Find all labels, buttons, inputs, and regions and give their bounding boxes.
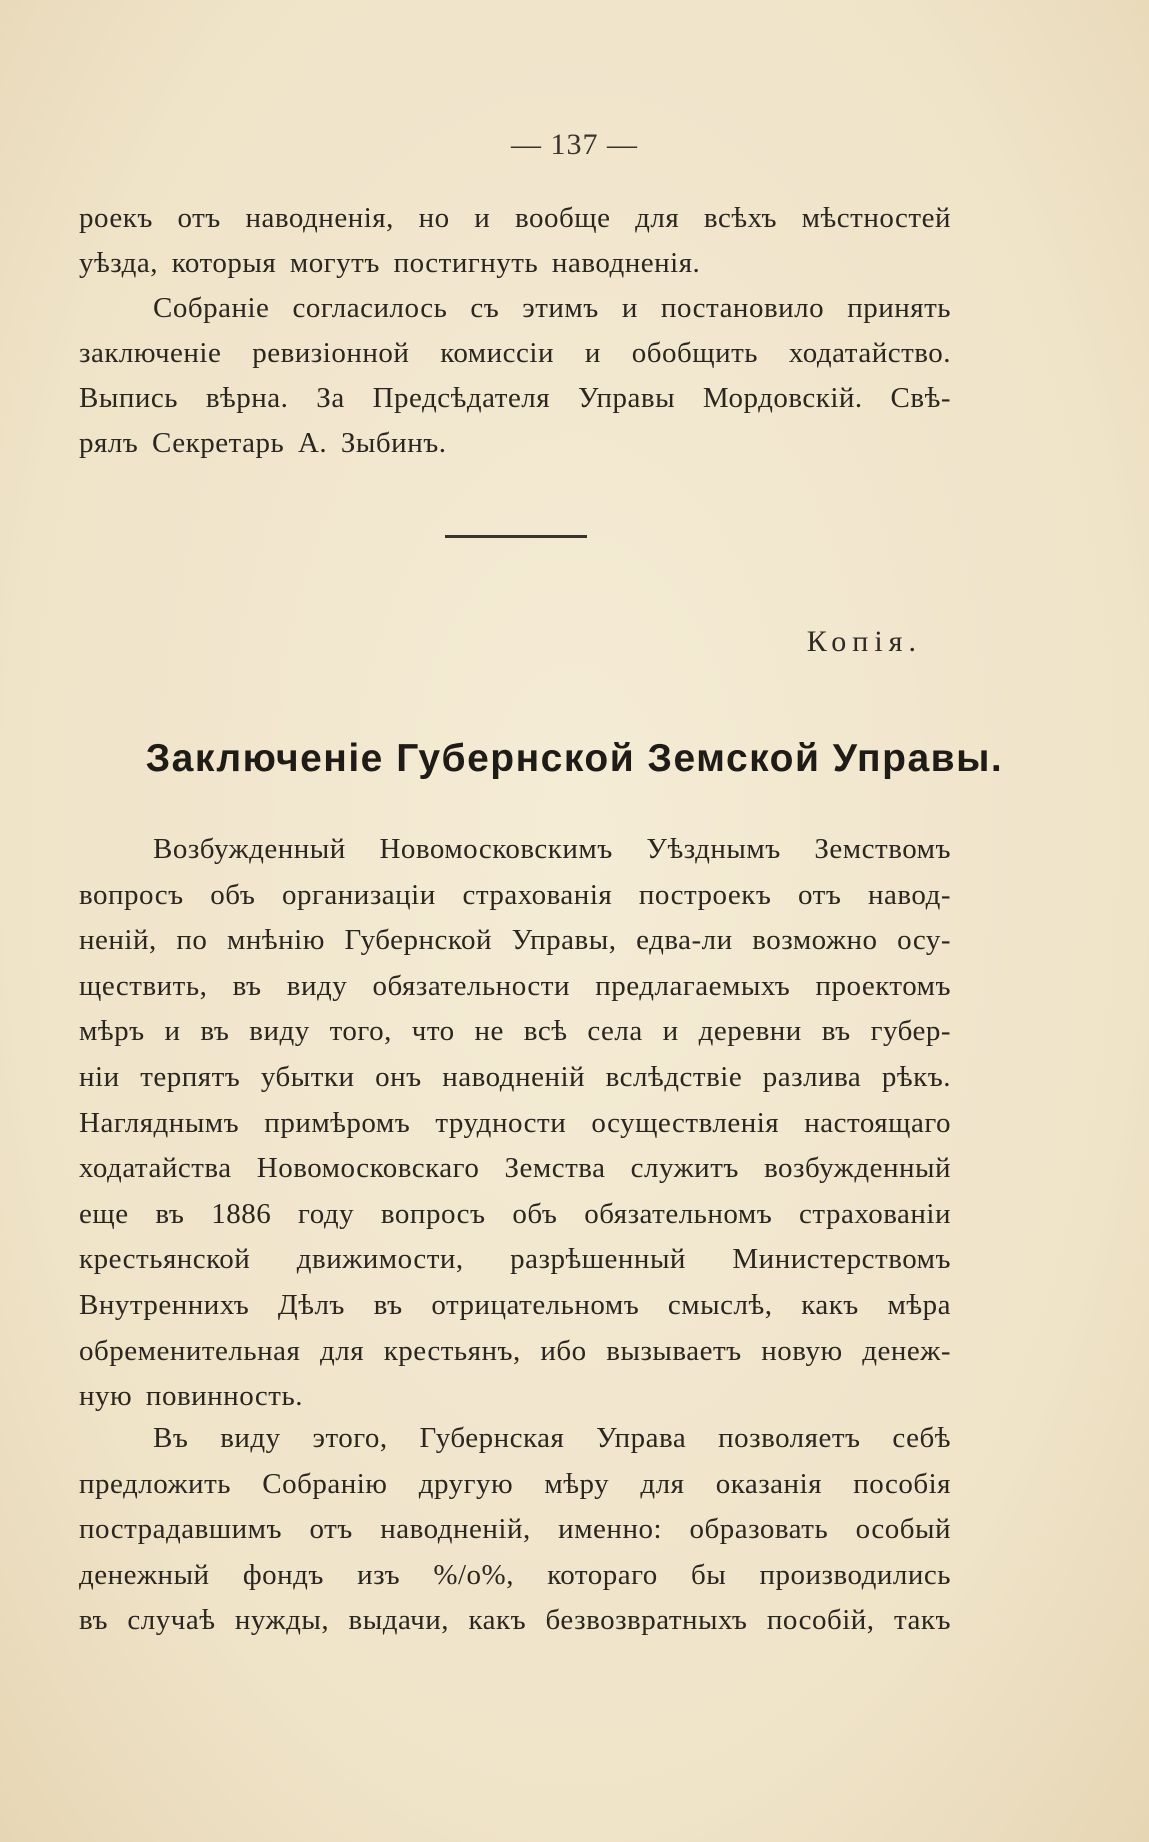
copy-label: Копія. [806, 625, 922, 658]
text-line: Нагляднымъ примѣромъ трудности осуществленія настоящаго [79, 1106, 951, 1139]
text-line: еще въ 1886 году вопросъ объ обязательномъ страхованіи [79, 1197, 951, 1230]
text-line: рялъ Секретарь А. Зыбинъ. [79, 427, 447, 459]
text-line: вопросъ объ организаціи страхованія построекъ отъ навод- [79, 878, 951, 911]
text-line: ходатайства Новомосковскаго Земства служитъ возбужденный [79, 1152, 951, 1185]
text-line: уѣзда, которыя могутъ постигнуть наводненія. [79, 247, 701, 279]
text-line: роекъ отъ наводненія, но и вообще для всѣхъ мѣстностей [79, 202, 951, 234]
text-line: въ случаѣ нужды, выдачи, какъ безвозвратныхъ пособій, такъ [79, 1604, 951, 1637]
text-line: ществить, въ виду обязательности предлагаемыхъ проектомъ [79, 969, 951, 1002]
text-block-conclusion [79, 827, 951, 1420]
text-line: Въ виду этого, Губернская Управа позволяетъ себѣ [153, 1422, 951, 1454]
text-line: заключеніе ревизіонной комиссіи и обобщить ходатайство. [79, 337, 951, 369]
text-line: крестьянской движимости, разрѣшенный Министерствомъ [79, 1243, 951, 1276]
text-line: Выпись вѣрна. За Предсѣдателя Управы Мордовскій. Свѣ- [79, 382, 951, 414]
text-line: ную повинность. [79, 1380, 303, 1413]
text-line: неній, по мнѣнію Губернской Управы, едва-ли возможно осу- [79, 924, 951, 957]
page-number: — 137 — [511, 128, 638, 161]
section-divider [445, 535, 587, 538]
text-block-resolution [79, 196, 951, 466]
text-line: ніи терпятъ убытки онъ наводненій вслѣдствіе разлива рѣкъ. [79, 1060, 951, 1093]
text-block-proposal [79, 1416, 951, 1644]
section-heading: Заключеніе Губернской Земской Управы. [145, 737, 1004, 780]
text-line: пострадавшимъ отъ наводненій, именно: образовать особый [79, 1513, 951, 1546]
text-line: мѣръ и въ виду того, что не всѣ села и деревни въ губер- [79, 1015, 951, 1048]
text-line: Собраніе согласилось съ этимъ и постановило принять [153, 292, 951, 324]
text-line: обременительная для крестьянъ, ибо вызываетъ новую денеж- [79, 1334, 951, 1367]
text-line: Возбужденный Новомосковскимъ Уѣзднымъ Земствомъ [153, 833, 951, 865]
text-line: предложить Собранію другую мѣру для оказанія пособія [79, 1467, 951, 1500]
text-line: денежный фондъ изъ %/о%, котораго бы производились [79, 1558, 951, 1591]
text-line: Внутреннихъ Дѣлъ въ отрицательномъ смыслѣ, какъ мѣра [79, 1288, 951, 1321]
